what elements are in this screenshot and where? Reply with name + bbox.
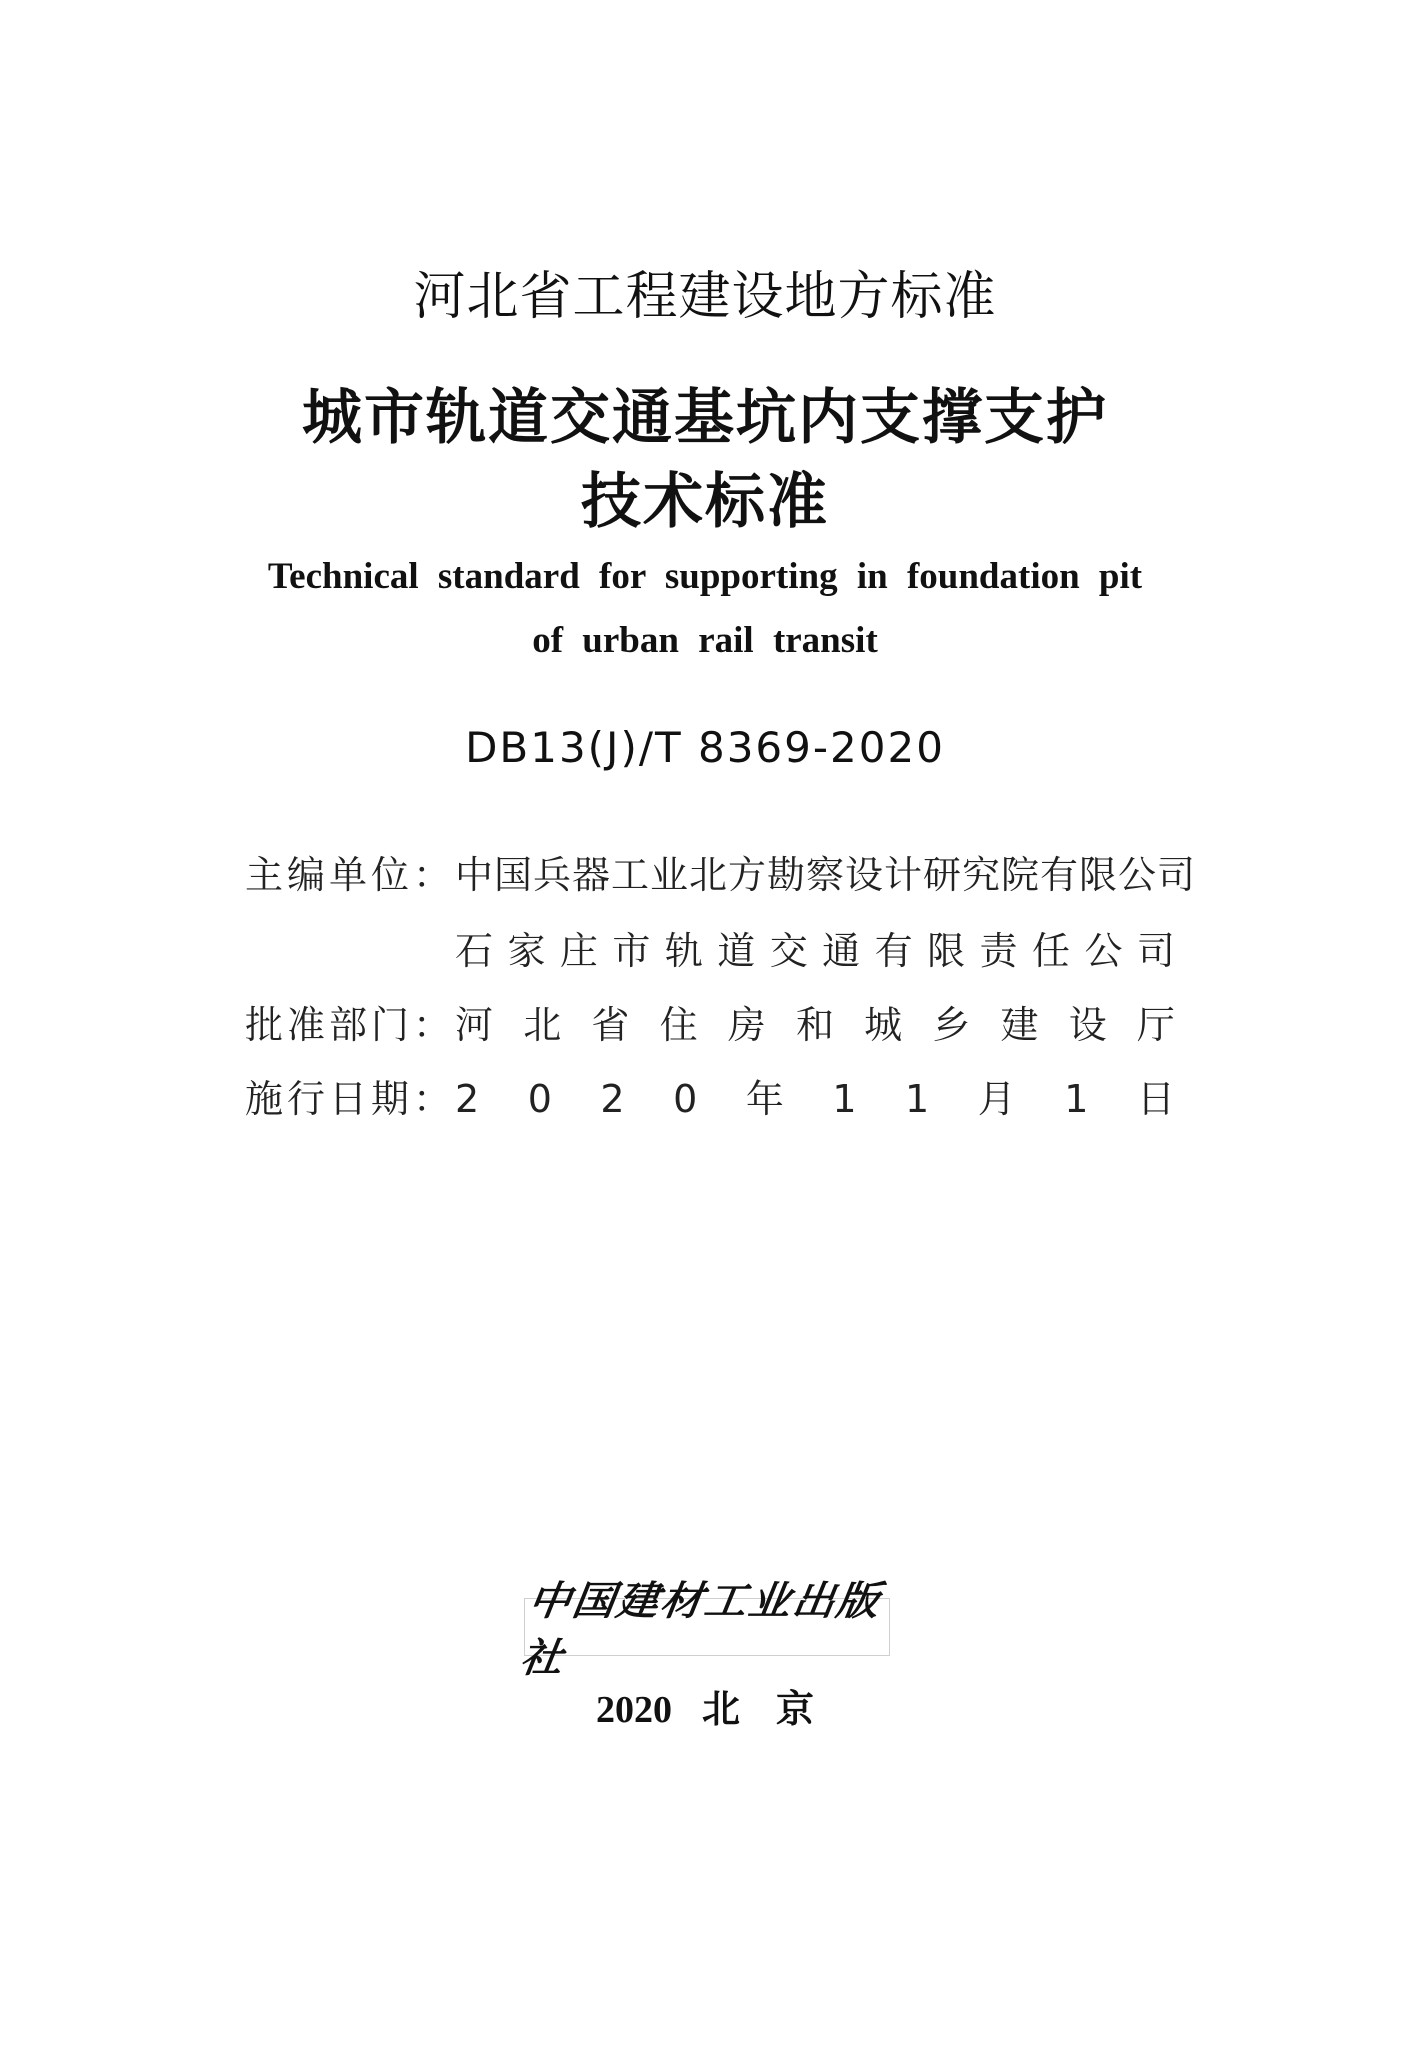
publisher-logo-text: 中国建材工业出版社: [517, 1577, 884, 1682]
publisher-logo: [517, 1577, 890, 1682]
char: 公: [1084, 929, 1123, 973]
char: 庄: [559, 929, 598, 973]
char: 城: [864, 1003, 903, 1047]
editor-unit-1: 中国兵器工业北方勘察设计研究院有限公司: [455, 853, 1197, 897]
char: 0: [673, 1077, 698, 1121]
char: 年: [745, 1077, 784, 1121]
char: 1: [832, 1077, 857, 1121]
char: 月: [977, 1077, 1016, 1121]
char: 司: [1136, 929, 1175, 973]
char: 日: [1136, 1077, 1175, 1121]
editor-row: [245, 848, 1197, 902]
approval-label: 批准部门：: [245, 1003, 456, 1047]
editor-row-2: [245, 924, 1175, 978]
char: 省: [591, 1003, 630, 1047]
effective-date: [455, 1072, 1175, 1126]
standard-code: DB13(J)/T 8369-2020: [465, 723, 945, 772]
publication-place: [0, 1683, 1410, 1737]
char: 设: [1068, 1003, 1107, 1047]
char: 2: [455, 1077, 480, 1121]
series-title: 河北省工程建设地方标准: [413, 267, 997, 327]
char: 住: [659, 1003, 698, 1047]
char: 建: [1000, 1003, 1039, 1047]
char: 和: [795, 1003, 834, 1047]
char: 1: [1064, 1077, 1089, 1121]
editor-unit-2: [455, 924, 1175, 978]
char: 家: [507, 929, 546, 973]
chinese-title-line-1: 城市轨道交通基坑内支撑支护: [302, 383, 1108, 453]
char: 0: [527, 1077, 552, 1121]
char: 责: [979, 929, 1018, 973]
publication-city: 北京: [701, 1689, 850, 1731]
char: 乡: [932, 1003, 971, 1047]
char: 房: [727, 1003, 766, 1047]
char: 石: [455, 929, 494, 973]
approval-department: [455, 998, 1175, 1052]
publication-year: 2020: [595, 1689, 672, 1731]
effective-date-row: [245, 1072, 1175, 1126]
char: 2: [600, 1077, 625, 1121]
char: 有: [874, 929, 913, 973]
char: 轨: [664, 929, 703, 973]
chinese-title-line-2: 技术标准: [581, 467, 829, 537]
effective-date-label: 施行日期：: [245, 1077, 456, 1121]
char: 限: [927, 929, 966, 973]
char: 厅: [1136, 1003, 1175, 1047]
char: 市: [612, 929, 651, 973]
approval-row: [245, 998, 1175, 1052]
english-title-line-1: Technical standard for supporting in foundation pit: [267, 556, 1143, 597]
editor-label: 主编单位：: [245, 853, 456, 897]
char: 北: [523, 1003, 562, 1047]
char: 道: [717, 929, 756, 973]
char: 通: [822, 929, 861, 973]
char: 1: [905, 1077, 930, 1121]
char: 河: [455, 1003, 494, 1047]
char: 交: [769, 929, 808, 973]
english-title-line-2: of urban rail transit: [532, 620, 878, 661]
char: 任: [1031, 929, 1070, 973]
